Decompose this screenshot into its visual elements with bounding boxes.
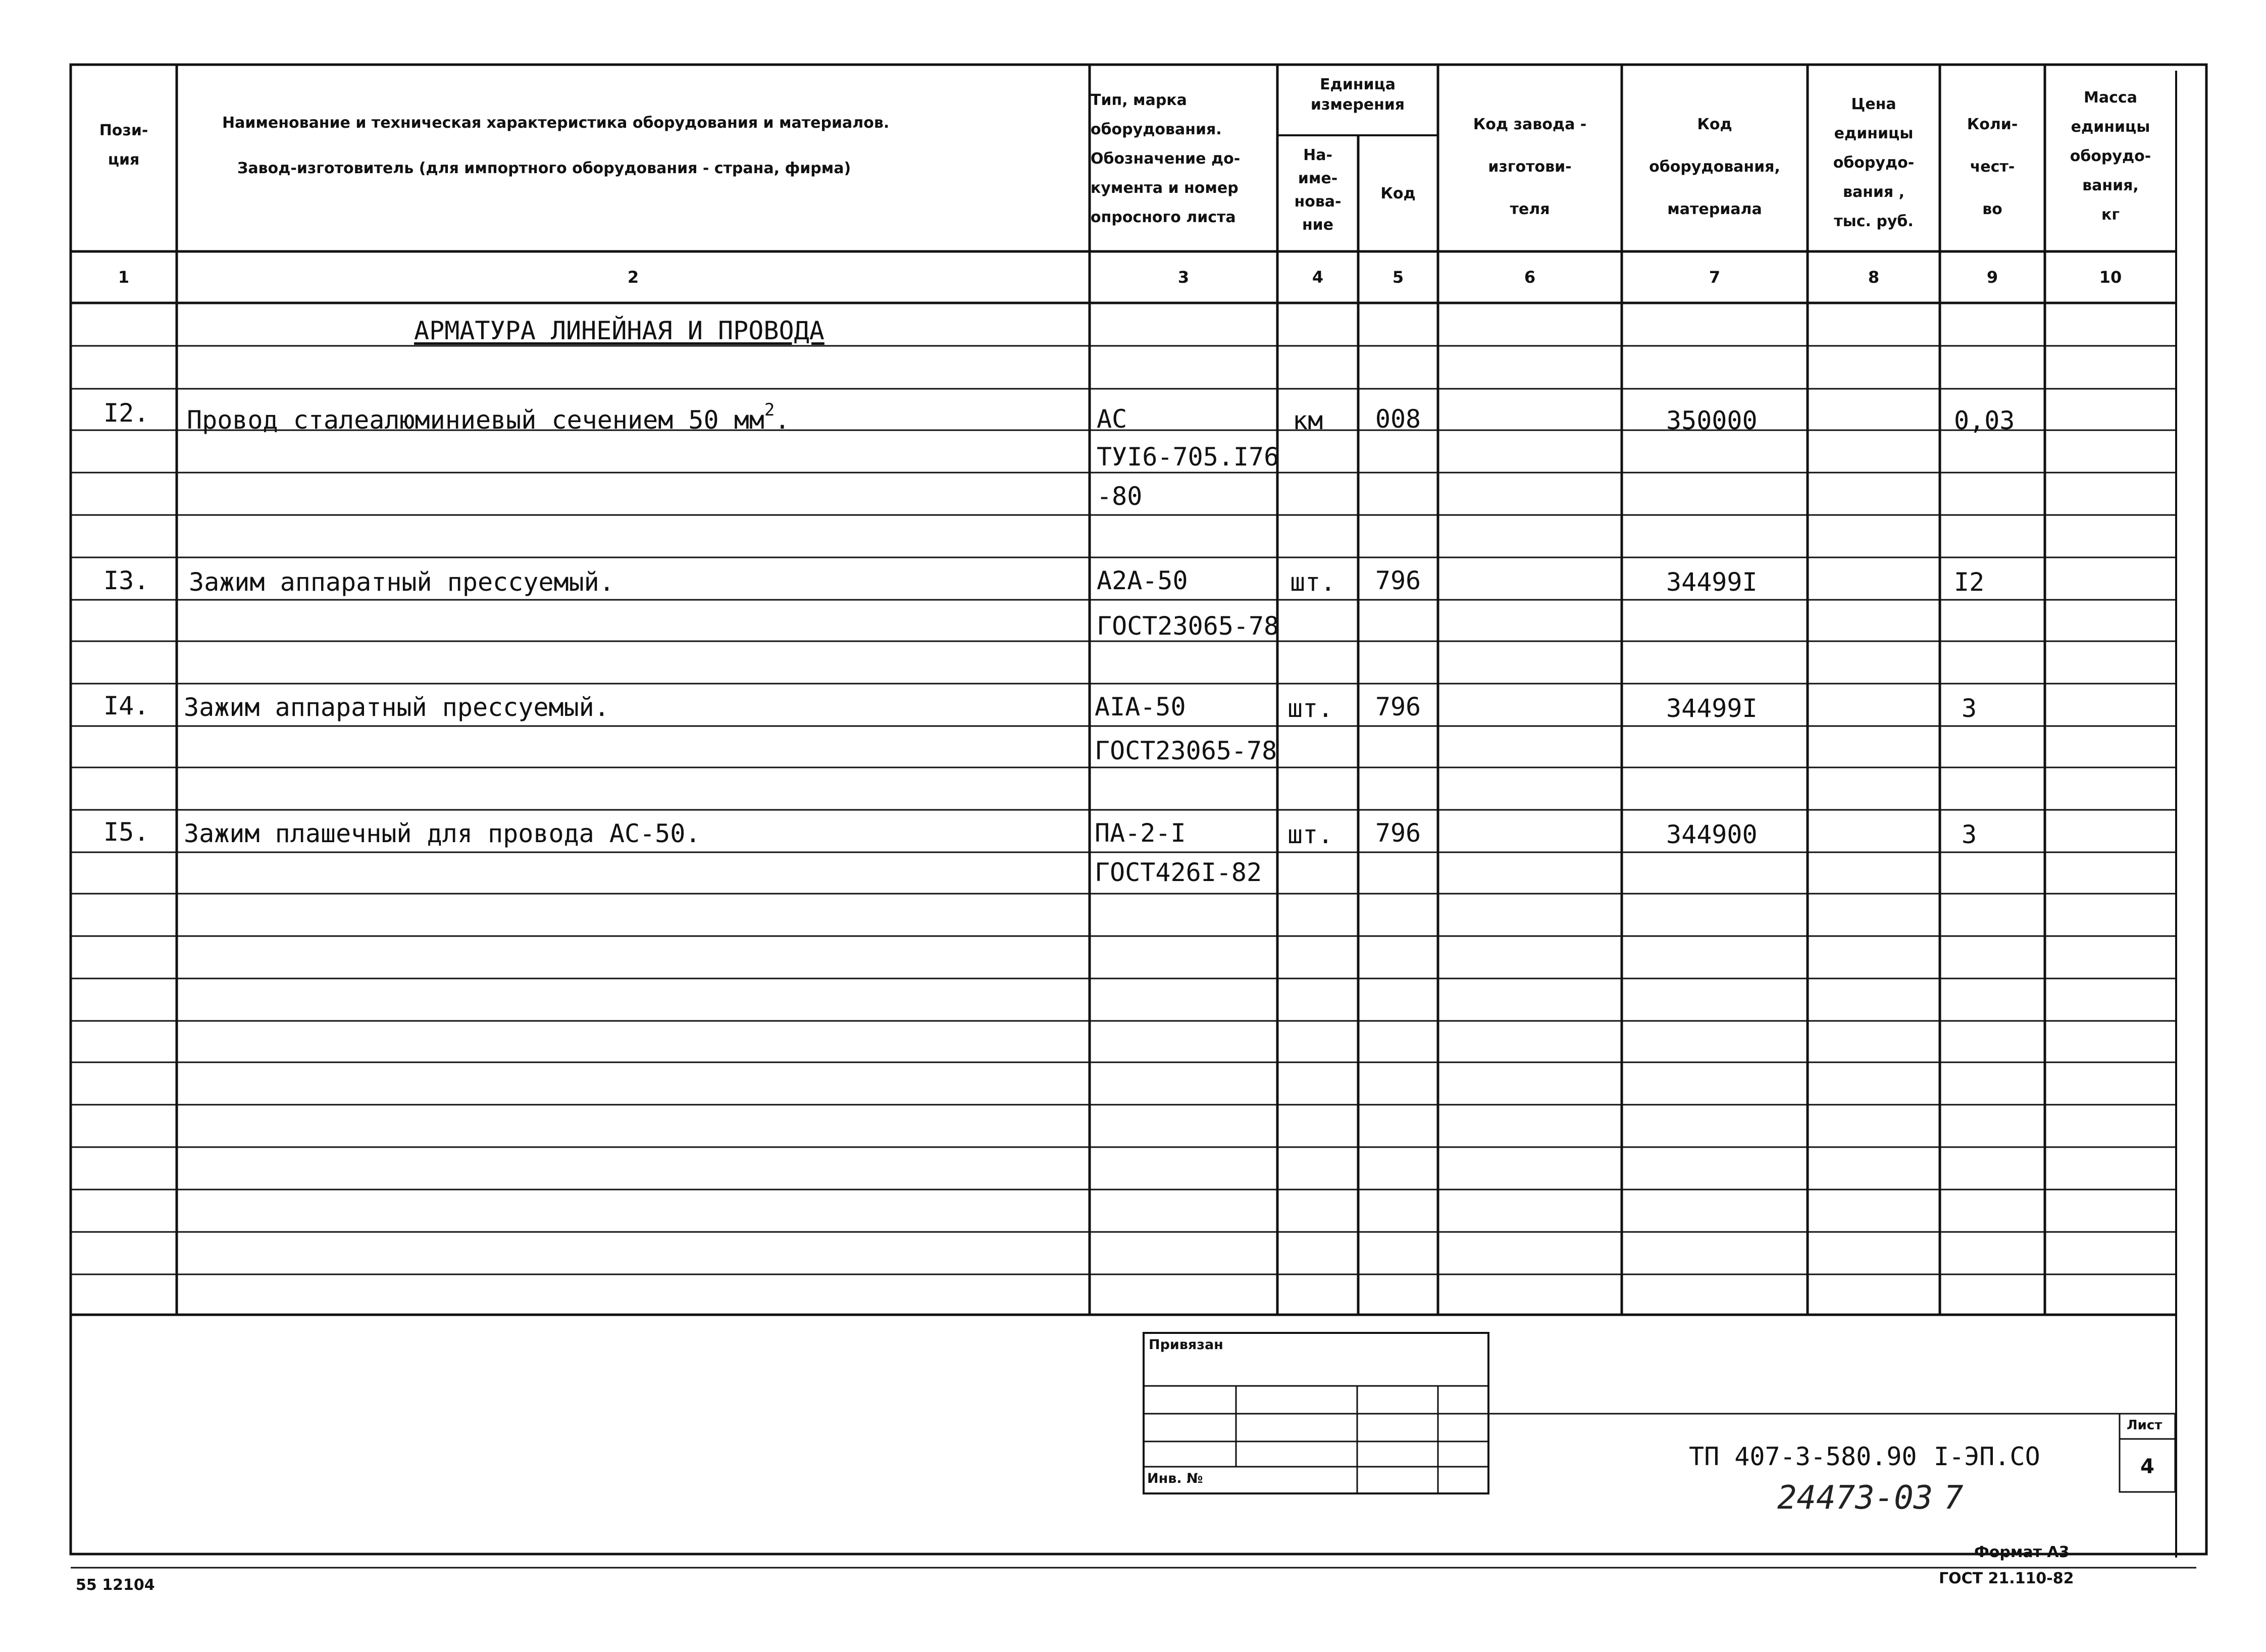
item-equipment-code: 34499I xyxy=(1666,694,1758,723)
item-position: I5. xyxy=(104,817,149,847)
header-type: Тип, марка оборудования. Обозначение до- кумента и номер опросного листа xyxy=(1091,91,1241,226)
item-quantity: 3 xyxy=(1962,820,1977,849)
column-number: 1 xyxy=(118,268,130,287)
header-name-line1: Наименование и техническая характеристика оборудования и материалов. xyxy=(222,114,890,132)
item-type: АС xyxy=(1097,404,1127,434)
item-type: А2А-50 xyxy=(1097,566,1188,595)
item-unit: шт. xyxy=(1288,694,1333,723)
item-type: АIА-50 xyxy=(1095,692,1186,721)
item-name: Зажим аппаратный прессуемый. xyxy=(189,567,614,597)
item-name: Провод сталеалюминиевый сечением 50 $мм^2$. xyxy=(187,400,790,435)
item-unit-code: 796 xyxy=(1375,818,1421,848)
item-quantity: 0,03 xyxy=(1954,406,2015,435)
item-type: ПА-2-I xyxy=(1095,818,1186,848)
stamp-privyazan: Привязан xyxy=(1149,1337,1223,1353)
column-number: 6 xyxy=(1524,268,1536,287)
section-title: АРМАТУРА ЛИНЕЙНАЯ И ПРОВОДА xyxy=(414,316,825,345)
column-number: 9 xyxy=(1986,268,1998,287)
header-factory-code: Код завода - изготови- теля xyxy=(1473,116,1587,218)
item-position: I2. xyxy=(104,398,149,428)
item-unit: км xyxy=(1293,406,1323,435)
column-number: 8 xyxy=(1868,268,1880,287)
print-code: 55 12104 xyxy=(76,1576,155,1594)
item-type-doc: ГОСТ426I-82 xyxy=(1095,858,1262,887)
item-quantity: I2 xyxy=(1954,567,1985,597)
doc-sheet-code: I-ЭП.СО xyxy=(1934,1442,2040,1471)
header-name-line2: Завод-изготовитель (для импортного оборудования - страна, фирма) xyxy=(237,160,851,177)
header-price: Цена единицы оборудо- вания , тыс. руб. xyxy=(1833,95,1915,230)
item-type-doc: ТУI6-705.I76 xyxy=(1097,442,1279,472)
stamp-inv-no: Инв. № xyxy=(1147,1471,1203,1486)
handwritten-number: 24473-03 xyxy=(1777,1479,1933,1517)
handwritten-suffix: 7 xyxy=(1944,1479,1964,1517)
doc-code: ТП 407-3-580.90 xyxy=(1689,1442,1917,1471)
header-mass: Масса единицы оборудо- вания, кг xyxy=(2070,89,2151,224)
header-unit-group: Единица измерения xyxy=(1310,76,1405,114)
item-unit-code: 796 xyxy=(1375,566,1421,595)
item-equipment-code: 344900 xyxy=(1666,820,1758,849)
item-type-doc: ГОСТ23065-78 xyxy=(1097,611,1279,641)
item-name: Зажим плашечный для провода АС-50. xyxy=(184,819,701,848)
sheet-number: 4 xyxy=(2140,1455,2154,1478)
item-equipment-code: 350000 xyxy=(1666,406,1758,435)
gost-label: ГОСТ 21.110-82 xyxy=(1939,1570,2074,1587)
header-unit-code: Код xyxy=(1380,185,1416,202)
column-number: 7 xyxy=(1709,268,1721,287)
item-unit: шт. xyxy=(1290,567,1336,597)
item-type-doc: ГОСТ23065-78 xyxy=(1095,736,1277,765)
item-position: I4. xyxy=(104,691,149,720)
item-position: I3. xyxy=(104,566,149,595)
item-type-doc: -80 xyxy=(1097,482,1143,511)
header-unit-name: На- име- нова- ние xyxy=(1294,146,1342,234)
item-quantity: 3 xyxy=(1962,694,1977,723)
item-name: Зажим аппаратный прессуемый. xyxy=(184,693,609,722)
header-equipment-code: Код оборудования, материала xyxy=(1649,116,1780,218)
column-number: 5 xyxy=(1392,268,1404,287)
item-unit-code: 796 xyxy=(1375,692,1421,721)
column-number: 3 xyxy=(1177,268,1190,287)
column-number: 2 xyxy=(627,268,639,287)
sheet-label: Лист xyxy=(2127,1418,2162,1433)
column-number: 10 xyxy=(2099,268,2122,287)
header-position: Пози- ция xyxy=(99,122,148,169)
item-equipment-code: 34499I xyxy=(1666,567,1758,597)
format-label: Формат А3 xyxy=(1974,1543,2070,1561)
column-number: 4 xyxy=(1312,268,1324,287)
header-quantity: Коли- чест- во xyxy=(1967,116,2018,218)
item-unit: шт. xyxy=(1288,820,1333,849)
item-unit-code: 008 xyxy=(1375,404,1421,434)
